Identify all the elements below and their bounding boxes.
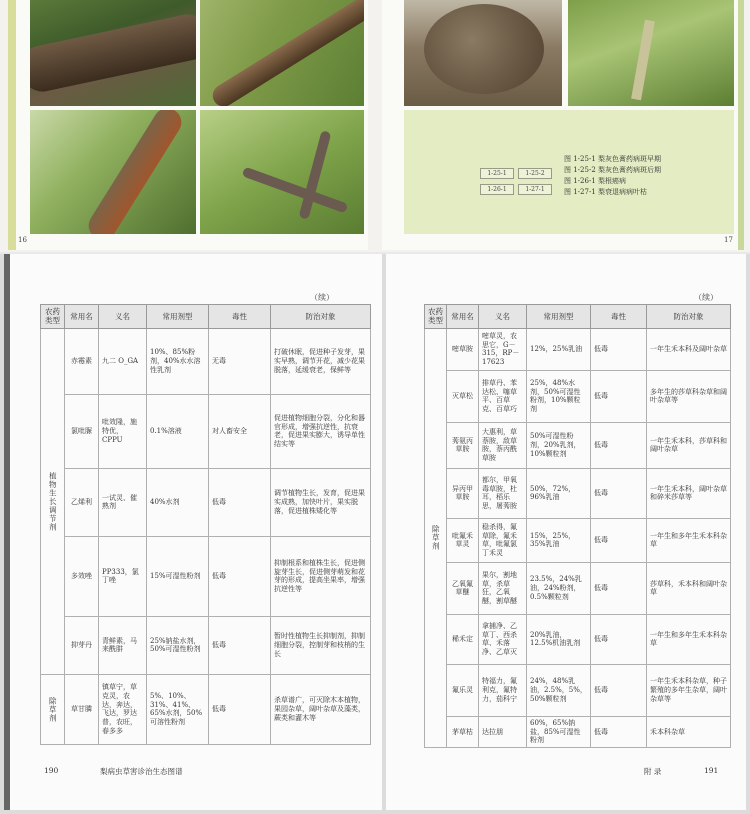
category-cell: 植物生长调节剂 [41,328,65,674]
cell: 20%乳油，12.5%机油乳剂 [527,614,591,664]
cell: 赤霉素 [65,328,99,394]
cell: 5%、10%、31%、41%、65%水剂，50%可溶性粉剂 [147,674,209,744]
cell: 稀禾定 [447,614,479,664]
cell: 杀草谱广，可灭除木本植物，果园杂草，阔叶杂草及藻类，蕨类和灌木等 [271,674,371,744]
cell: 40%水剂 [147,468,209,536]
cell: 24%，48%乳油，2.5%，5%，50%颗粒剂 [527,664,591,716]
cell: 茅草枯 [447,716,479,747]
table-row [425,518,731,562]
cell: 一试灵、催熟剂 [99,468,147,536]
col-header: 义名 [479,305,527,329]
col-header: 常用名 [447,305,479,329]
table-row [425,614,731,664]
col-header: 农药类型 [425,305,447,329]
grid-cell: 1-27-1 [518,184,552,195]
footer-page-number: 191 [704,766,719,775]
table-row [41,616,371,674]
cell: 一年生和多年生禾本科杂草 [647,518,731,562]
cell: 多效唑 [65,536,99,616]
page-number: 16 [18,236,27,244]
cell: 抑芽丹 [65,616,99,674]
cell: 暂时性植物生长抑制剂，抑制细胞分裂，控制芽和枝梢的生长 [271,616,371,674]
photo-decline-leaf [568,0,734,106]
cell: 低毒 [591,518,647,562]
cell: 12%，25%乳油 [527,328,591,370]
cell: 特福力，氟利克，氟特力，茄科宁 [479,664,527,716]
cell: 达拉朋 [479,716,527,747]
cell: 25%钠盐水剂，50%可湿性粉剂 [147,616,209,674]
cell: 23.5%，24%乳油，24%粉剂，0.5%颗粒剂 [527,562,591,614]
cell: 氟乐灵 [447,664,479,716]
caption-line: 图 1-25-2 梨灰色膏药病斑后期 [564,166,661,174]
cell: 拿捕净、乙草丁、西杀草、禾落净、乙草灭 [479,614,527,664]
top-right-page [382,0,744,250]
cell: 抑制根系和植株生长，促进侧旋芽生长，促进侧芽萌发和花芽的形成，提高坐果率，增强抗逆性等 [271,536,371,616]
cell: 一年生禾本科，莎草科和阔叶杂草 [647,422,731,468]
col-header: 毒性 [591,305,647,329]
cell: 乙烯利 [65,468,99,536]
col-header: 义名 [99,305,147,329]
pesticide-table-right [424,304,731,748]
cell: 灭草松 [447,370,479,422]
cell: 低毒 [209,468,271,536]
cell: 一年生禾本科及阔叶杂草 [647,328,731,370]
cell: 镇草宁，草克灵，农达，奔达，飞达，罗达普，农旺，春多多 [99,674,147,744]
cell: 低毒 [591,664,647,716]
cell: 稳杀得，氟草除，氟禾草，吡氟氯丁禾灵 [479,518,527,562]
cell: 低毒 [209,536,271,616]
page-191 [386,254,746,810]
caption-list [564,154,661,198]
grid-cell: 1-25-1 [480,168,514,179]
footer-page-number: 190 [44,766,59,775]
photo-bark-lesion [30,0,196,106]
table-row [425,370,731,422]
bottom-book-spread [0,254,750,814]
cell: 打破休眠，促进种子发芽，果实早熟，调节开花，减少花果脱落，延缓衰老，保鲜等 [271,328,371,394]
cell: 15%可湿性粉剂 [147,536,209,616]
cell: 九二 O_GA [99,328,147,394]
col-header: 常用剂型 [147,305,209,329]
cell: 莎草科，禾本科和阔叶杂草 [647,562,731,614]
table-row [425,468,731,518]
top-left-page [8,0,368,250]
cell: 低毒 [591,328,647,370]
cell: 低毒 [591,370,647,422]
cell: 异丙甲草胺 [447,468,479,518]
category-cell: 除草剂 [425,328,447,747]
footer-book-title: 梨病虫草害诊治生态图谱 [100,767,183,776]
cell: 低毒 [591,716,647,747]
cell: 吡氟禾草灵 [447,518,479,562]
caption-line: 图 1-25-1 梨灰色膏药病斑早期 [564,155,661,163]
table-row [41,674,371,744]
cell: 青鲜素，马来酰肼 [99,616,147,674]
cell: 一年生禾本科，阔叶杂草和碎米莎草等 [647,468,731,518]
page-number: 17 [724,236,733,244]
caption-panel [404,110,734,234]
continued-label: （续） [310,293,334,302]
cell: 50%，72%，96%乳油 [527,468,591,518]
col-header: 防治对象 [271,305,371,329]
cell: 无毒 [209,328,271,394]
cell: 吡效隆，施特优，CPPU [99,394,147,468]
continued-label: （续） [694,293,718,302]
cell: 草甘膦 [65,674,99,744]
grid-cell: 1-26-1 [480,184,514,195]
col-header: 农药类型 [41,305,65,329]
cell: 嘧草胺 [447,328,479,370]
cell: 都尔，甲氧毒草胺，杜耳，稻乐思，屠莠胺 [479,468,527,518]
cell: 一年生禾本科杂草，种子繁殖的多年生杂草，阔叶杂草等 [647,664,731,716]
cell: 促进植物细胞分裂，分化和器官形成，增强抗逆性，抗衰老，促进果实膨大，诱导单性结实等 [271,394,371,468]
cell: 果尔，割地草，杀草狂，乙氧醚，割草醚 [479,562,527,614]
cell: 60%，65%钠盐，85%可湿性粉剂 [527,716,591,747]
table-row [425,422,731,468]
cell: 低毒 [591,468,647,518]
cell: 50%可湿性粉剂，20%乳剂，10%颗粒剂 [527,422,591,468]
table-row [41,394,371,468]
table-header-row [425,305,731,329]
table-row [425,664,731,716]
cell: 禾本科杂草 [647,716,731,747]
col-header: 常用名 [65,305,99,329]
col-header: 常用剂型 [527,305,591,329]
cell: 大惠利，草萘胺，敌草胺，萘丙酰草胺 [479,422,527,468]
cell: 莠氨丙草胺 [447,422,479,468]
table-row [41,468,371,536]
photo-twig-canker [200,110,364,234]
cell: 调节植物生长，发育，促进果实成熟，加快叶片，果实脱落，促进植株矮化等 [271,468,371,536]
cell: 低毒 [591,614,647,664]
caption-line: 图 1-26-1 梨根癌病 [564,177,626,185]
caption-line: 图 1-27-1 梨衰退病病叶枯 [564,188,647,196]
cell: PP333，氯丁唑 [99,536,147,616]
pesticide-table-left [40,304,371,745]
cell: 25%，48%水剂，50%可湿性粉剂，10%颗粒剂 [527,370,591,422]
category-cell: 除草剂 [41,674,65,744]
cell: 对人畜安全 [209,394,271,468]
cell: 一年生和多年生禾本科杂草 [647,614,731,664]
footer-section: 附 录 [644,767,662,776]
cell: 0.1%溶液 [147,394,209,468]
table-row [425,562,731,614]
grid-cell: 1-25-2 [518,168,552,179]
cell: 氯吡脲 [65,394,99,468]
photo-root-gall [404,0,562,106]
col-header: 毒性 [209,305,271,329]
cell: 15%，25%，35%乳油 [527,518,591,562]
table-header-row [41,305,371,329]
cell: 低毒 [591,562,647,614]
cell: 多年生的莎草科杂草和阔叶杂草等 [647,370,731,422]
table-row [41,328,371,394]
table-row [41,536,371,616]
table-row [425,716,731,747]
col-header: 防治对象 [647,305,731,329]
table-row [425,328,731,370]
cell: 10%、85%粉剂，40%水水溶性乳剂 [147,328,209,394]
photo-branch-lesion [200,0,364,106]
photo-trunk-canker [30,110,196,234]
cell: 乙氧氟草醚 [447,562,479,614]
cell: 低毒 [209,616,271,674]
cell: 低毒 [209,674,271,744]
page-190 [4,254,382,810]
top-book-spread [0,0,750,252]
cell: 排草丹、苯达松、噻草平、百草克、百草巧 [479,370,527,422]
cell: 嘧草灵，农思它，G－315，RP－17623 [479,328,527,370]
cell: 低毒 [591,422,647,468]
